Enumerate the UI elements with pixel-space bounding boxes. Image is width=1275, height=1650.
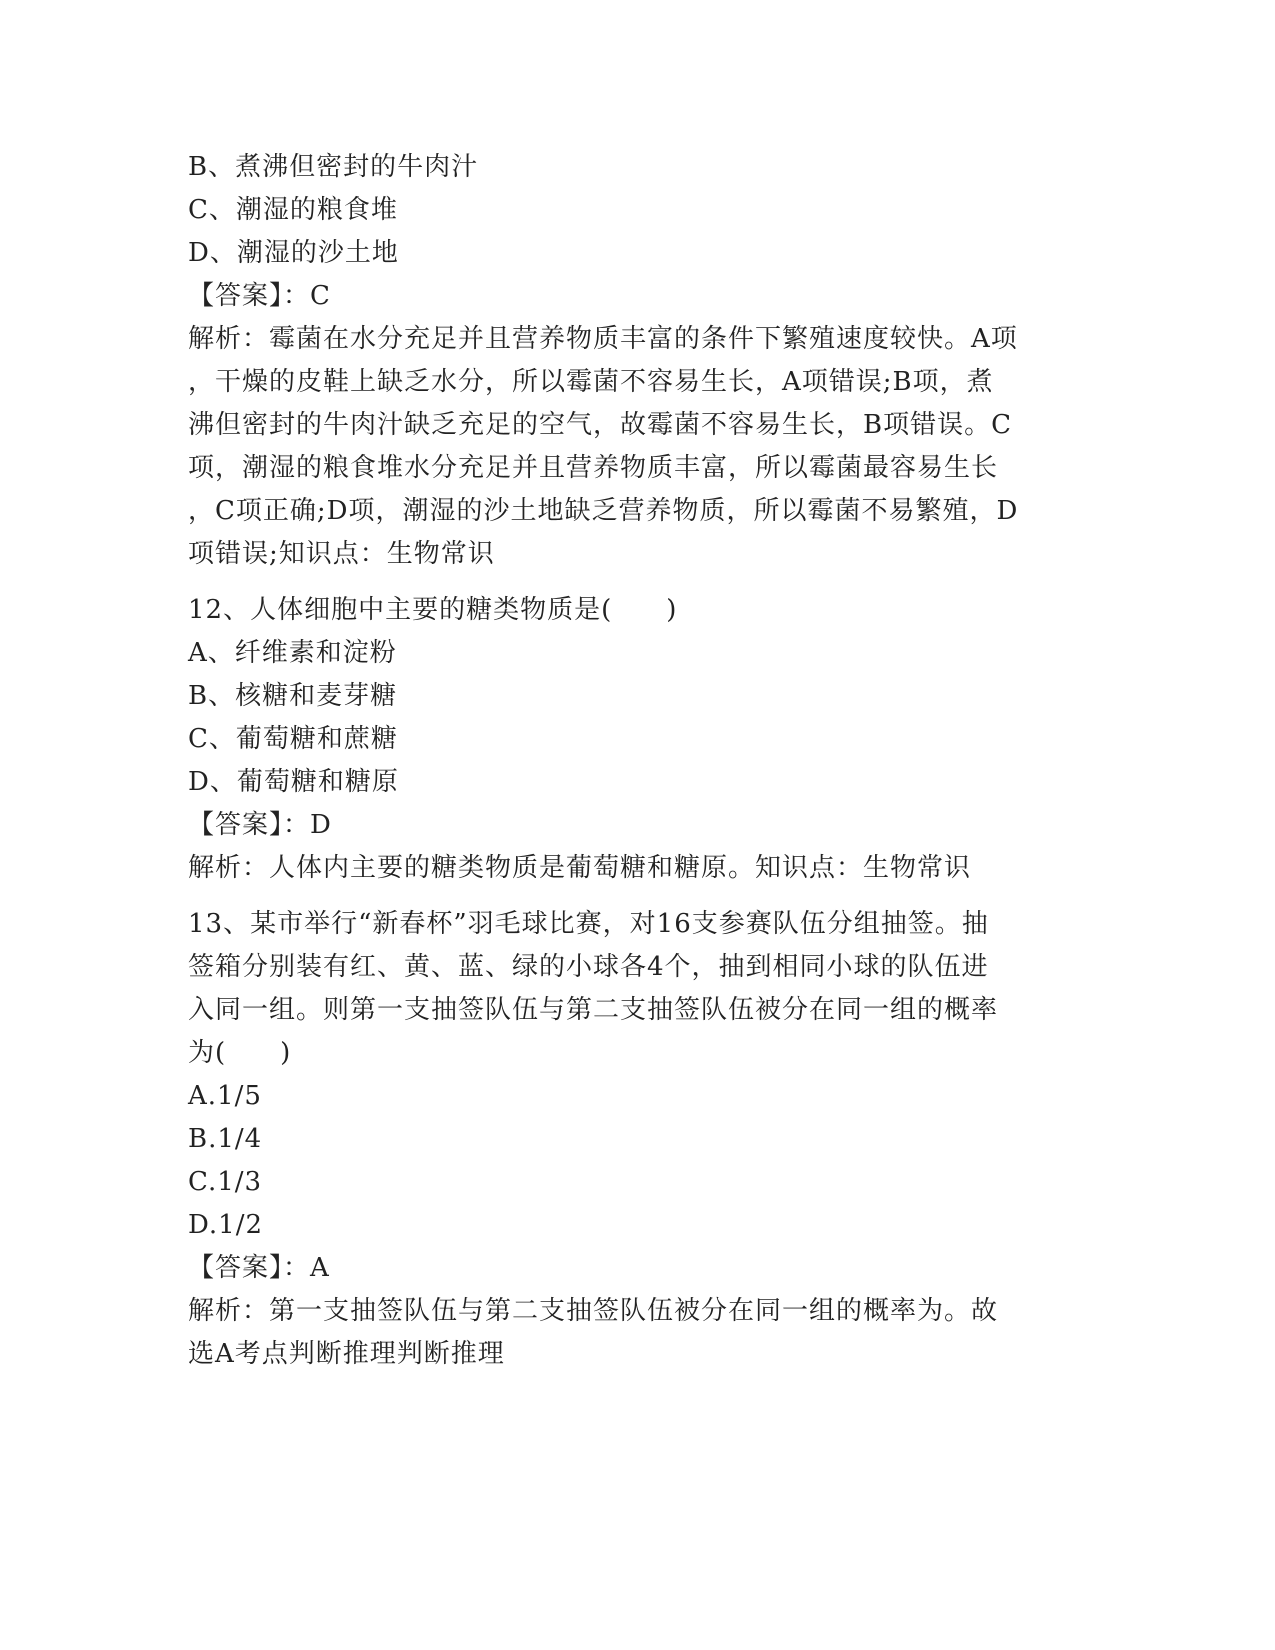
question-11 <box>188 146 1088 576</box>
q11-analysis-line: ，干燥的皮鞋上缺乏水分，所以霉菌不容易生长，A项错误;B项，煮 <box>188 367 994 397</box>
q13-question-line: 13、某市举行“新春杯”羽毛球比赛，对16支参赛队伍分组抽签。抽 <box>188 909 989 939</box>
q12-option-c: C、葡萄糖和蔗糖 <box>188 724 398 754</box>
q11-analysis-line: 解析：霉菌在水分充足并且营养物质丰富的条件下繁殖速度较快。A项 <box>188 324 1018 354</box>
q13-analysis-line: 解析：第一支抽签队伍与第二支抽签队伍被分在同一组的概率为。故 <box>188 1296 999 1326</box>
q11-analysis-line: ，C项正确;D项，潮湿的沙土地缺乏营养物质，所以霉菌不易繁殖，D <box>188 496 1019 526</box>
q12-analysis: 解析：人体内主要的糖类物质是葡萄糖和糖原。知识点：生物常识 <box>188 853 972 883</box>
q13-option-d: D.1/2 <box>188 1210 264 1240</box>
q13-question-line: 入同一组。则第一支抽签队伍与第二支抽签队伍被分在同一组的概率 <box>188 995 999 1025</box>
q11-analysis-line: 项，潮湿的粮食堆水分充足并且营养物质丰富，所以霉菌最容易生长 <box>188 453 999 483</box>
q11-analysis-line: 项错误;知识点：生物常识 <box>188 539 495 569</box>
q11-analysis-line: 沸但密封的牛肉汁缺乏充足的空气，故霉菌不容易生长，B项错误。C <box>188 410 1013 440</box>
q13-answer: 【答案】：A <box>188 1253 330 1283</box>
q12-option-d: D、葡萄糖和糖原 <box>188 767 399 797</box>
q11-option-b: B、煮沸但密封的牛肉汁 <box>188 152 479 182</box>
q12-option-a: A、纤维素和淀粉 <box>188 638 397 668</box>
q12-option-b: B、核糖和麦芽糖 <box>188 681 398 711</box>
q12-question: 12、人体细胞中主要的糖类物质是( ) <box>188 595 678 625</box>
q13-question-line: 为( ) <box>188 1038 292 1068</box>
spacer <box>188 890 1088 903</box>
q11-option-d: D、潮湿的沙土地 <box>188 238 399 268</box>
q12-answer: 【答案】：D <box>188 810 332 840</box>
question-13 <box>188 903 1088 1376</box>
spacer <box>188 576 1088 589</box>
q13-option-b: B.1/4 <box>188 1124 263 1154</box>
q13-option-a: A.1/5 <box>188 1081 262 1111</box>
q11-answer: 【答案】：C <box>188 281 331 311</box>
q11-option-c: C、潮湿的粮食堆 <box>188 195 398 225</box>
q13-analysis-line: 选A考点判断推理判断推理 <box>188 1339 505 1369</box>
question-12 <box>188 589 1088 890</box>
q13-option-c: C.1/3 <box>188 1167 263 1197</box>
document-page <box>188 146 1088 1376</box>
q13-question-line: 签箱分别装有红、黄、蓝、绿的小球各4个，抽到相同小球的队伍进 <box>188 952 989 982</box>
